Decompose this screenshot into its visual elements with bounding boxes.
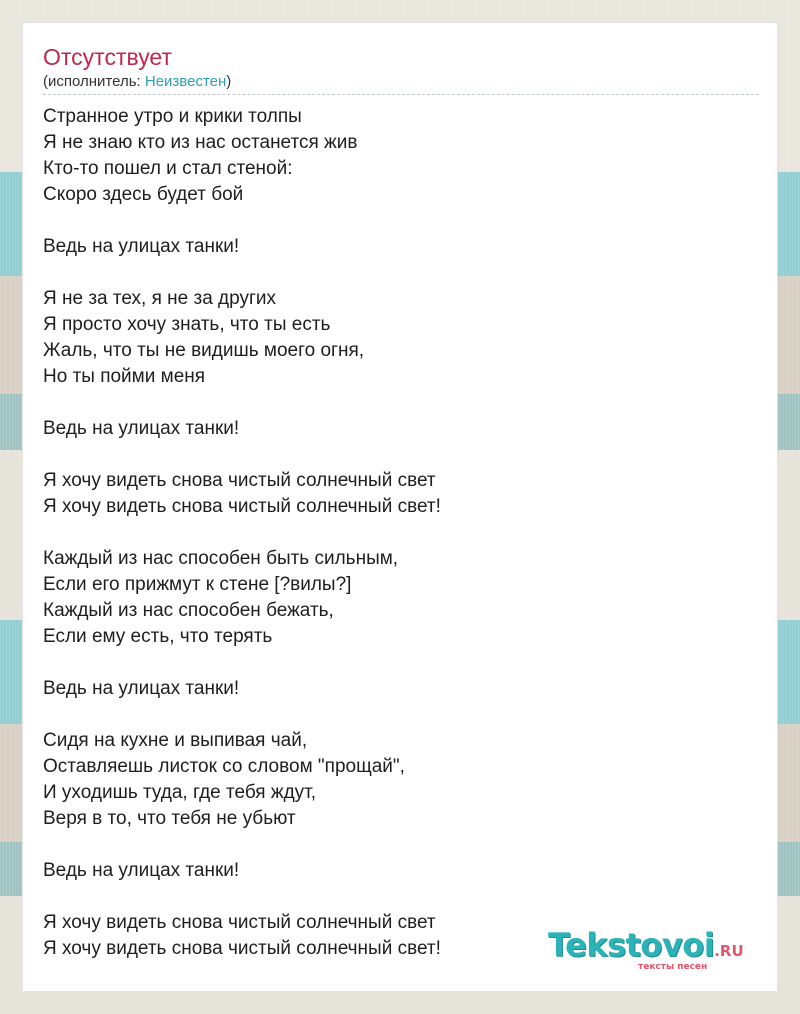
lyric-line: Веря в то, что тебя не убьют [43, 808, 296, 829]
lyric-spacer [43, 520, 441, 546]
lyric-line: Я не за тех, я не за других [43, 288, 277, 309]
lyric-spacer [43, 832, 441, 858]
lyric-line: Ведь на улицах танки! [43, 678, 240, 699]
lyric-line: Я хочу видеть снова чистый солнечный свет [43, 470, 436, 491]
logo-tagline: тексты песен [638, 962, 708, 972]
lyric-line: Если его прижмут к стене [?вилы?] [43, 574, 352, 595]
site-logo[interactable] [548, 926, 744, 962]
artist-suffix: ) [226, 73, 232, 90]
lyrics-card [22, 22, 778, 992]
lyric-line: Ведь на улицах танки! [43, 418, 240, 439]
lyric-spacer [43, 650, 441, 676]
lyric-spacer [43, 208, 441, 234]
lyric-line: Ведь на улицах танки! [43, 236, 240, 257]
lyric-line: Оставляешь листок со словом "прощай", [43, 756, 405, 777]
lyric-line: Странное утро и крики толпы [43, 106, 302, 127]
song-title: Отсутствует [43, 44, 172, 70]
lyric-line: Я просто хочу знать, что ты есть [43, 314, 331, 335]
artist-prefix: (исполнитель: [43, 73, 145, 90]
lyric-line: Если ему есть, что терять [43, 626, 273, 647]
lyric-line: Я хочу видеть снова чистый солнечный свет [43, 912, 436, 933]
lyrics-text [43, 104, 441, 962]
lyric-spacer [43, 390, 441, 416]
lyric-line: И уходишь туда, где тебя ждут, [43, 782, 317, 803]
lyric-line: Каждый из нас способен быть сильным, [43, 548, 399, 569]
lyric-line: Я не знаю кто из нас останется жив [43, 132, 358, 153]
logo-wordmark: Tekstovoi [548, 926, 715, 964]
divider [43, 94, 759, 95]
lyric-spacer [43, 702, 441, 728]
logo-tld: .RU [714, 942, 744, 960]
lyric-line: Скоро здесь будет бой [43, 184, 244, 205]
lyric-line: Сидя на кухне и выпивая чай, [43, 730, 308, 751]
lyric-line: Я хочу видеть снова чистый солнечный свет! [43, 938, 441, 959]
artist-line [43, 73, 231, 91]
lyric-spacer [43, 884, 441, 910]
lyric-line: Кто-то пошел и стал стеной: [43, 158, 293, 179]
lyric-line: Ведь на улицах танки! [43, 860, 240, 881]
lyric-line: Но ты пойми меня [43, 366, 206, 387]
lyric-spacer [43, 260, 441, 286]
lyric-spacer [43, 442, 441, 468]
lyric-line: Я хочу видеть снова чистый солнечный свет! [43, 496, 441, 517]
lyric-line: Жаль, что ты не видишь моего огня, [43, 340, 365, 361]
artist-link[interactable]: Неизвестен [144, 73, 227, 90]
lyric-line: Каждый из нас способен бежать, [43, 600, 334, 621]
